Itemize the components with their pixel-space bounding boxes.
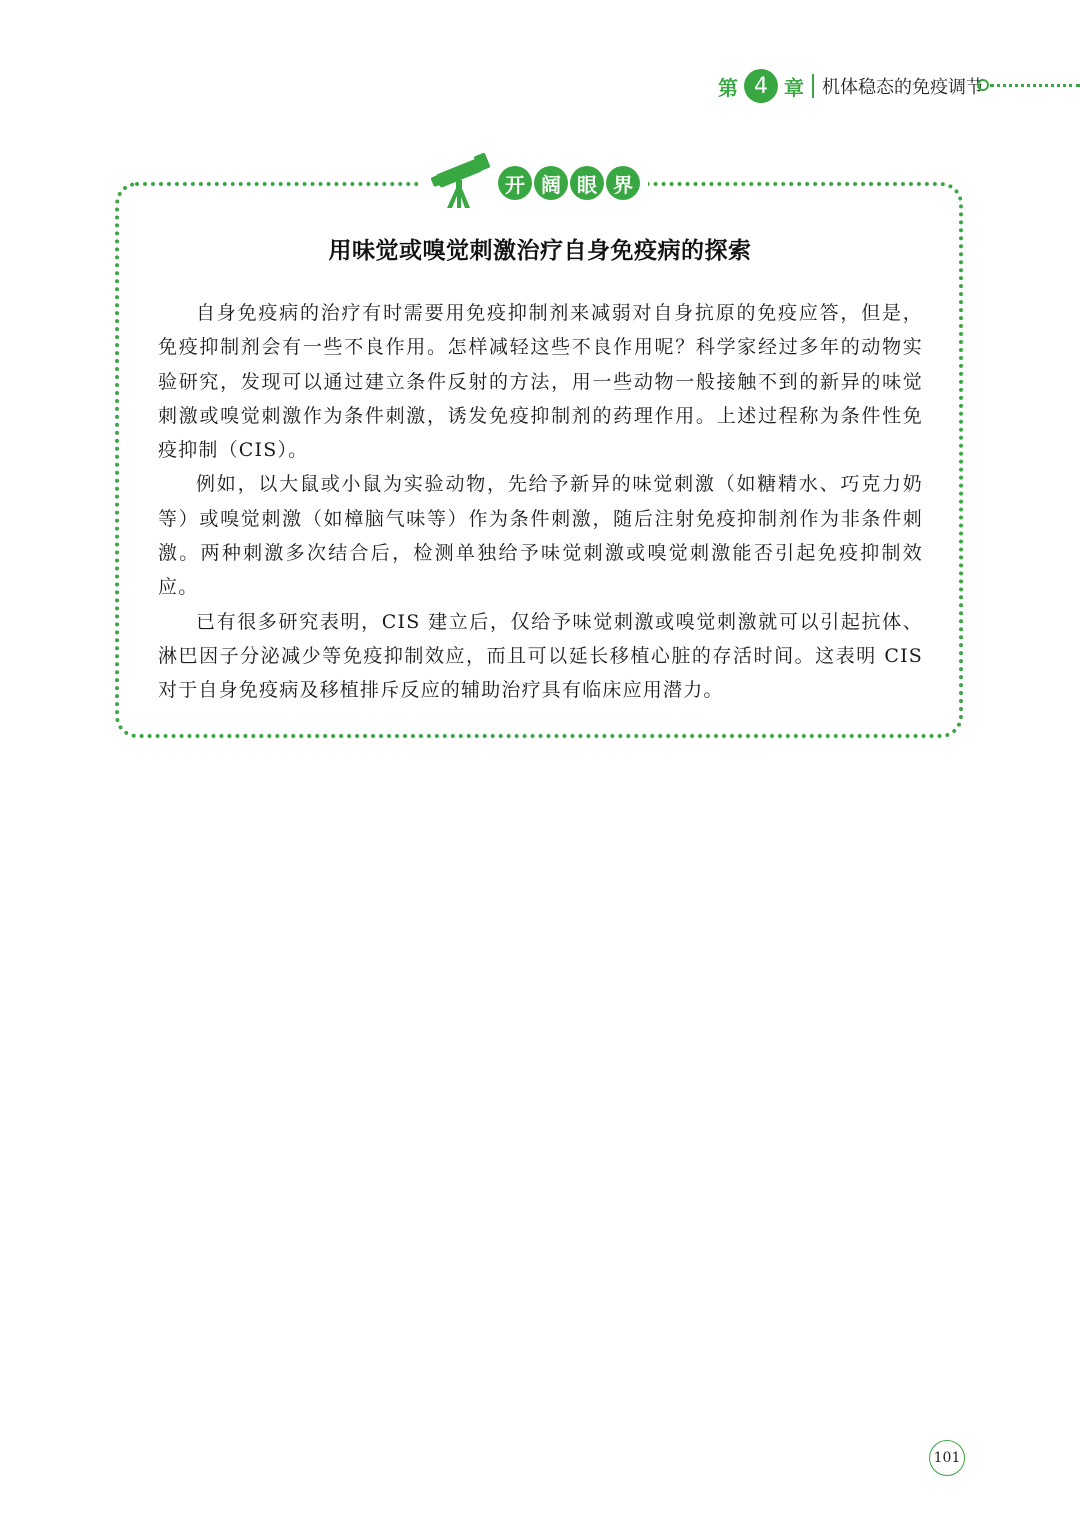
chapter-suffix: 章 [784, 75, 804, 100]
chapter-header [718, 66, 984, 106]
section-heading [420, 152, 648, 214]
paragraph: 已有很多研究表明，CIS 建立后，仅给予味觉刺激或嗅觉刺激就可以引起抗体、淋巴因子分泌减少等免疫抑制效应，而且可以延长移植心脏的存活时间。这表明 CIS 对于自身免疫病及移植排斥反应的辅助治疗具有临床应用潜力。 [158, 610, 923, 702]
chapter-prefix: 第 [718, 75, 738, 100]
badge-char: 阔 [534, 166, 568, 200]
header-dotted-line [990, 84, 1080, 87]
section-badges [498, 166, 642, 200]
page-number: 101 [929, 1440, 965, 1476]
chapter-title: 机体稳态的免疫调节 [822, 77, 984, 98]
header-ring-icon [977, 79, 989, 91]
badge-char: 开 [498, 166, 532, 200]
chapter-number: 4 [744, 69, 778, 103]
paragraph: 自身免疫病的治疗有时需要用免疫抑制剂来减弱对自身抗原的免疫应答，但是，免疫抑制剂会有一些不良作用。怎样减轻这些不良作用呢？科学家经过多年的动物实验研究，发现可以通过建立条件反射的方法，用一些动物一般接触不到的新异的味觉刺激或嗅觉刺激作为条件刺激，诱发免疫抑制剂的药理作用。上述过程称为条件性免疫抑制（CIS）。 [158, 302, 923, 462]
telescope-icon [430, 152, 492, 210]
article-body [158, 296, 923, 708]
paragraph: 例如，以大鼠或小鼠为实验动物，先给予新异的味觉刺激（如糖精水、巧克力奶等）或嗅觉刺激（如樟脑气味等）作为条件刺激，随后注射免疫抑制剂作为非条件刺激。两种刺激多次结合后，检测单独给予味觉刺激或嗅觉刺激能否引起免疫抑制效应。 [158, 473, 923, 599]
chapter-divider [812, 74, 814, 98]
badge-char: 眼 [570, 166, 604, 200]
article-title: 用味觉或嗅觉刺激治疗自身免疫病的探索 [328, 238, 752, 264]
badge-char: 界 [606, 166, 640, 200]
